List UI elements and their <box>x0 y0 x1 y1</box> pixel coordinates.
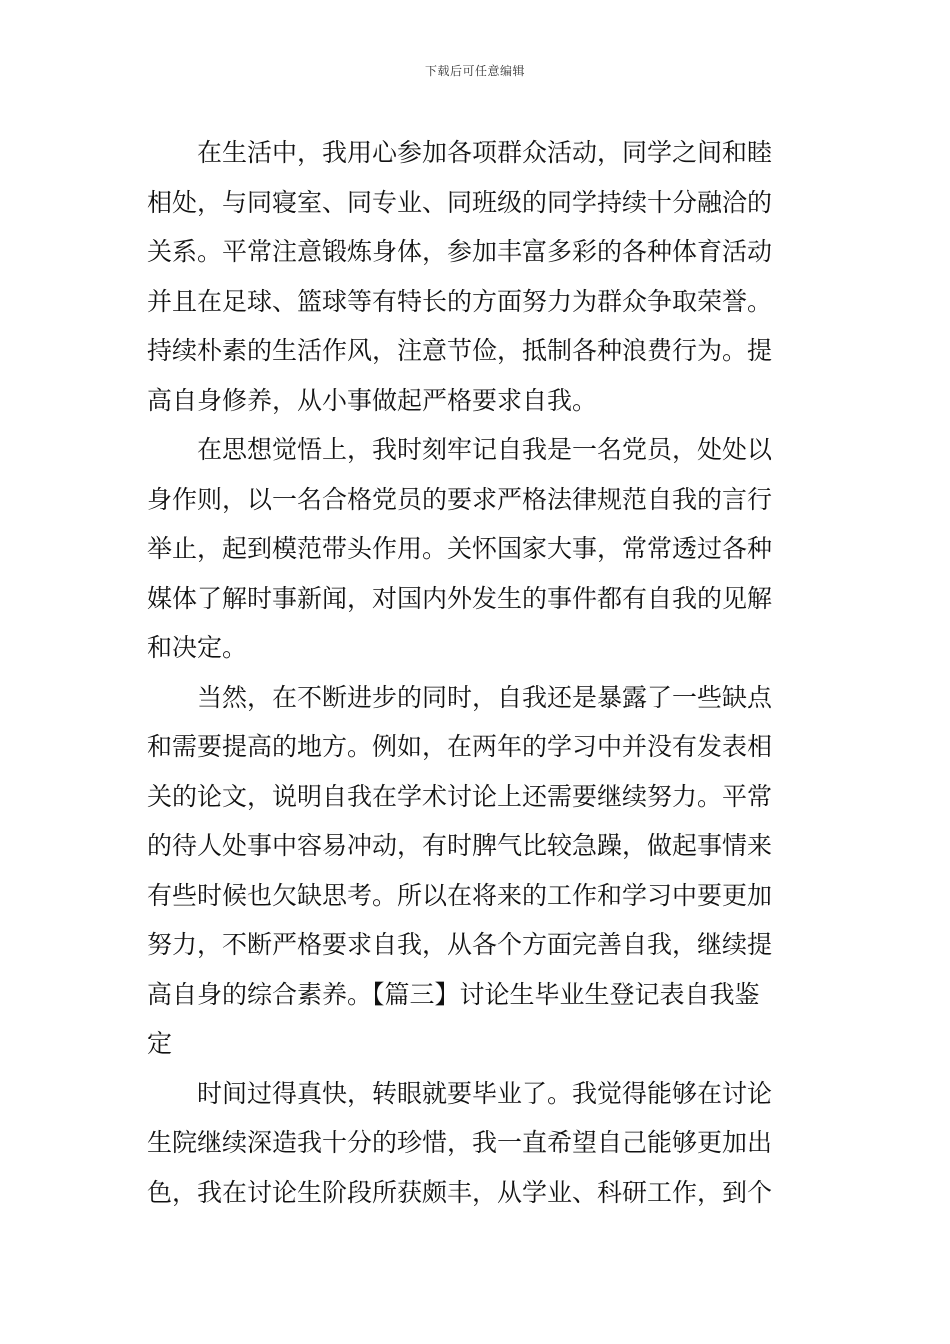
text-line: 相处，与同寝室、同专业、同班级的同学持续十分融洽的 <box>147 187 773 217</box>
text-line: 举止，起到模范带头作用。关怀国家大事，常常透过各种 <box>147 534 773 563</box>
text-line: 在生活中，我用心参加各项群众活动，同学之间和睦 <box>197 138 773 167</box>
text-line: 的待人处事中容易冲动，有时脾气比较急躁，做起事情来 <box>147 831 773 860</box>
text-line: 在思想觉悟上，我时刻牢记自我是一名党员，处处以 <box>197 435 773 464</box>
text-line: 身作则，以一名合格党员的要求严格法律规范自我的言行 <box>147 484 773 514</box>
text-line: 生院继续深造我十分的珍惜，我一直希望自己能够更加出 <box>147 1128 773 1157</box>
text-line: 和决定。 <box>147 633 248 662</box>
text-line: 和需要提高的地方。例如，在两年的学习中并没有发表相 <box>147 732 773 761</box>
paragraph-shortcomings <box>147 673 807 1069</box>
paragraph-graduation <box>147 1069 807 1218</box>
page-header: 下载后可任意编辑 <box>424 64 525 78</box>
text-line: 持续朴素的生活作风，注意节俭，抵制各种浪费行为。提 <box>147 336 773 365</box>
text-line: 关的论文，说明自我在学术讨论上还需要继续努力。平常 <box>147 781 773 811</box>
document-body <box>147 128 807 1217</box>
text-line: 高自身修养，从小事做起严格要求自我。 <box>147 385 598 415</box>
paragraph-ideology <box>147 425 807 673</box>
text-line: 高自身的综合素养。【篇三】讨论生毕业生登记表自我鉴 <box>147 979 760 1009</box>
text-line: 媒体了解时事新闻，对国内外发生的事件都有自我的见解 <box>147 583 773 613</box>
text-line: 时间过得真快，转眼就要毕业了。我觉得能够在讨论 <box>197 1078 773 1108</box>
text-line: 努力，不断严格要求自我，从各个方面完善自我，继续提 <box>147 930 773 959</box>
text-line: 当然，在不断进步的同时，自我还是暴露了一些缺点 <box>197 682 773 712</box>
paragraph-life <box>147 128 807 425</box>
text-line: 关系。平常注意锻炼身体，参加丰富多彩的各种体育活动 <box>147 237 773 266</box>
text-line: 定 <box>147 1029 173 1058</box>
text-line: 并且在足球、篮球等有特长的方面努力为群众争取荣誉。 <box>147 286 773 316</box>
text-line: 有些时候也欠缺思考。所以在将来的工作和学习中要更加 <box>147 880 773 910</box>
text-line: 色，我在讨论生阶段所获颇丰，从学业、科研工作，到个 <box>147 1177 773 1207</box>
